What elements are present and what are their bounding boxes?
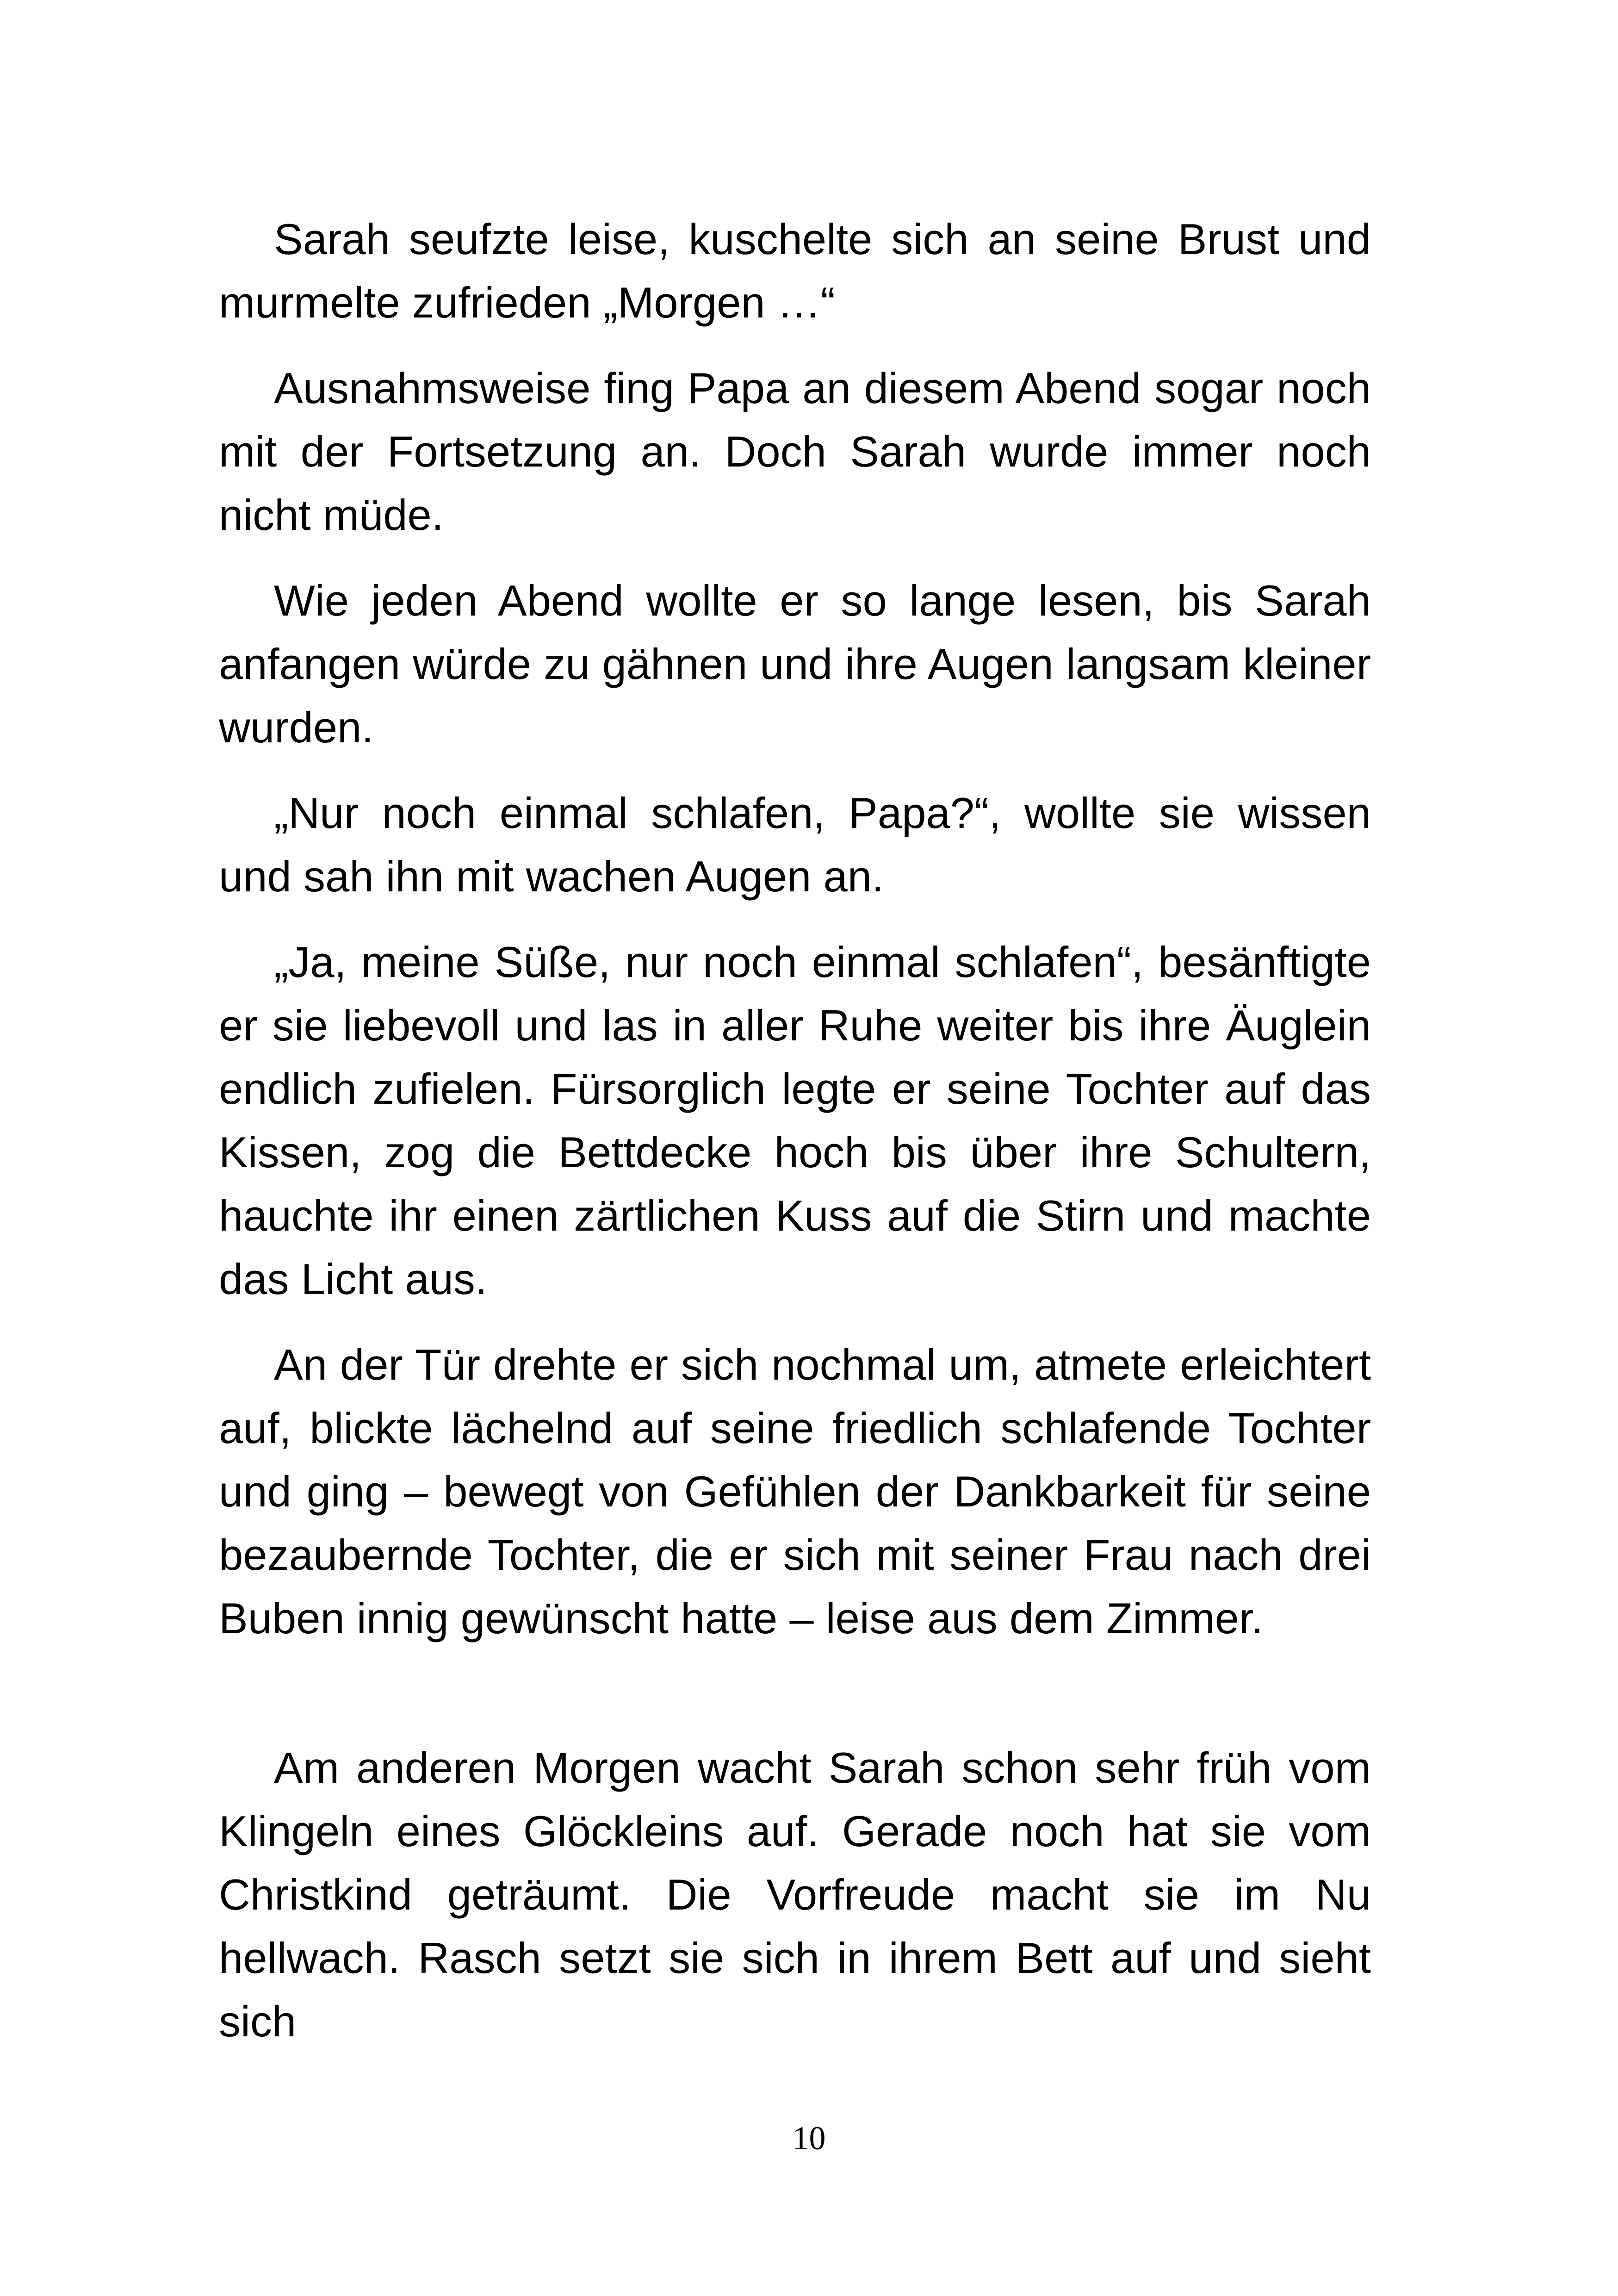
page-number: 10 bbox=[792, 2120, 826, 2157]
body-text bbox=[219, 207, 1371, 2075]
paragraph-3: Wie jeden Abend wollte er so lange lesen, bis Sarah anfangen würde zu gähnen und ihre Augen langsam kleiner wurden. bbox=[219, 576, 1371, 752]
paragraph-5: „Ja, meine Süße, nur noch einmal schlafen“, besänftigte er sie liebevoll und las in aller Ruhe weiter bis ihre Äuglein endlich zufielen. Fürsorglich legte er seine Tochter auf das Kissen, zog die Bettdecke hoch bis über ihre Schultern, hauchte ihr einen zärtlichen Kuss auf die Stirn und machte das Licht aus. bbox=[219, 938, 1371, 1303]
paragraph-7: Am anderen Morgen wacht Sarah schon sehr früh vom Klingeln eines Glöckleins auf. Gerade noch hat sie vom Christkind geträumt. Die Vorfreude macht sie im Nu hellwach. Rasch setzt sie sich in ihrem Bett auf und sieht sich bbox=[219, 1743, 1371, 2046]
paragraph-1: Sarah seufzte leise, kuschelte sich an seine Brust und murmelte zufrieden „Morgen …“ bbox=[219, 215, 1371, 327]
paragraph-2: Ausnahmsweise fing Papa an diesem Abend sogar noch mit der Fortsetzung an. Doch Sarah wurde immer noch nicht müde. bbox=[219, 364, 1371, 539]
paragraph-6: An der Tür drehte er sich nochmal um, atmete erleichtert auf, blickte lächelnd auf seine friedlich schlafende Tochter und ging – bewegt von Gefühlen der Dankbarkeit für seine bezaubernde Tochter, die er sich mit seiner Frau nach drei Buben innig gewünscht hatte – leise aus dem Zimmer. bbox=[219, 1340, 1371, 1643]
paragraph-4: „Nur noch einmal schlafen, Papa?“, wollte sie wissen und sah ihn mit wachen Augen an. bbox=[219, 789, 1371, 901]
